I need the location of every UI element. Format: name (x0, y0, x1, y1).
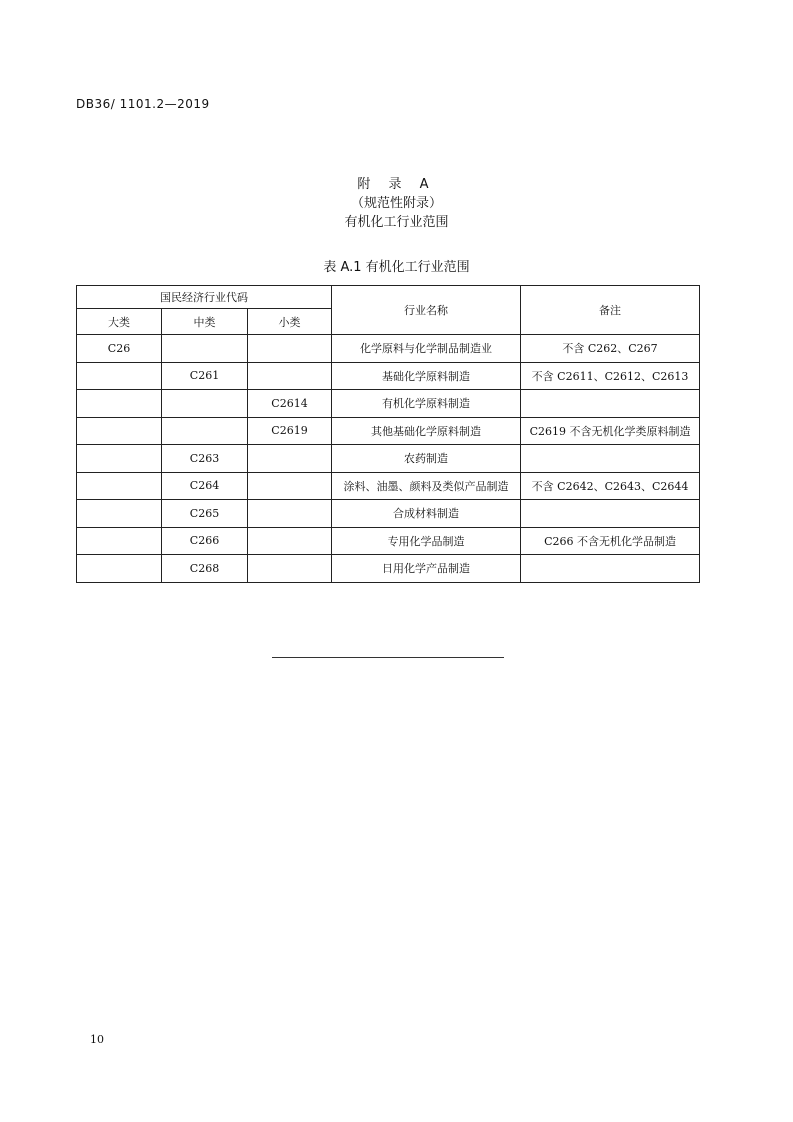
cell-name: 有机化学原料制造 (332, 390, 521, 418)
header-major-class: 大类 (77, 309, 162, 335)
cell-medium: C264 (162, 472, 248, 500)
table-caption: 表 A.1 有机化工行业范围 (323, 260, 470, 275)
cell-medium (162, 390, 248, 418)
page-number: 10 (90, 1033, 104, 1046)
header-remark: 备注 (521, 286, 700, 335)
header-minor-class: 小类 (248, 309, 332, 335)
cell-minor (248, 335, 332, 363)
table-row (77, 472, 700, 500)
cell-name: 化学原料与化学制品制造业 (332, 335, 521, 363)
cell-name: 农药制造 (332, 445, 521, 473)
table-row (77, 527, 700, 555)
end-of-appendix-rule (272, 657, 504, 658)
cell-medium: C261 (162, 362, 248, 390)
table-row (77, 390, 700, 418)
cell-minor (248, 445, 332, 473)
cell-medium: C263 (162, 445, 248, 473)
document-code: DB36/ 1101.2—2019 (76, 97, 210, 111)
industry-scope-table (76, 285, 700, 583)
header-industry-code-group: 国民经济行业代码 (77, 286, 332, 309)
cell-major (77, 390, 162, 418)
cell-major (77, 472, 162, 500)
header-medium-class: 中类 (162, 309, 248, 335)
appendix-heading (0, 175, 793, 232)
cell-remark: 不含 C262、C267 (521, 335, 700, 363)
cell-minor (248, 527, 332, 555)
cell-medium (162, 335, 248, 363)
cell-name: 日用化学产品制造 (332, 555, 521, 583)
cell-medium: C266 (162, 527, 248, 555)
cell-remark (521, 555, 700, 583)
cell-minor (248, 500, 332, 528)
header-industry-name: 行业名称 (332, 286, 521, 335)
appendix-label: 附 录 A (357, 177, 436, 192)
table-row (77, 417, 700, 445)
cell-remark (521, 500, 700, 528)
cell-remark: C266 不含无机化学品制造 (521, 527, 700, 555)
cell-remark: 不含 C2642、C2643、C2644 (521, 472, 700, 500)
cell-minor (248, 472, 332, 500)
cell-name: 其他基础化学原料制造 (332, 417, 521, 445)
cell-minor (248, 555, 332, 583)
cell-medium: C268 (162, 555, 248, 583)
cell-name: 专用化学品制造 (332, 527, 521, 555)
cell-remark: C2619 不含无机化学类原料制造 (521, 417, 700, 445)
table-row (77, 555, 700, 583)
cell-minor: C2619 (248, 417, 332, 445)
cell-minor: C2614 (248, 390, 332, 418)
cell-major (77, 555, 162, 583)
cell-major (77, 500, 162, 528)
cell-major (77, 445, 162, 473)
appendix-title: 有机化工行业范围 (344, 215, 449, 230)
cell-major: C26 (77, 335, 162, 363)
cell-remark: 不含 C2611、C2612、C2613 (521, 362, 700, 390)
cell-name: 涂料、油墨、颜料及类似产品制造 (332, 472, 521, 500)
cell-medium: C265 (162, 500, 248, 528)
cell-name: 合成材料制造 (332, 500, 521, 528)
cell-major (77, 417, 162, 445)
table-row (77, 500, 700, 528)
table-row (77, 445, 700, 473)
table-row (77, 362, 700, 390)
cell-minor (248, 362, 332, 390)
cell-major (77, 527, 162, 555)
cell-major (77, 362, 162, 390)
appendix-type: （规范性附录） (350, 196, 442, 211)
cell-remark (521, 445, 700, 473)
table-row (77, 335, 700, 363)
cell-remark (521, 390, 700, 418)
cell-name: 基础化学原料制造 (332, 362, 521, 390)
cell-medium (162, 417, 248, 445)
